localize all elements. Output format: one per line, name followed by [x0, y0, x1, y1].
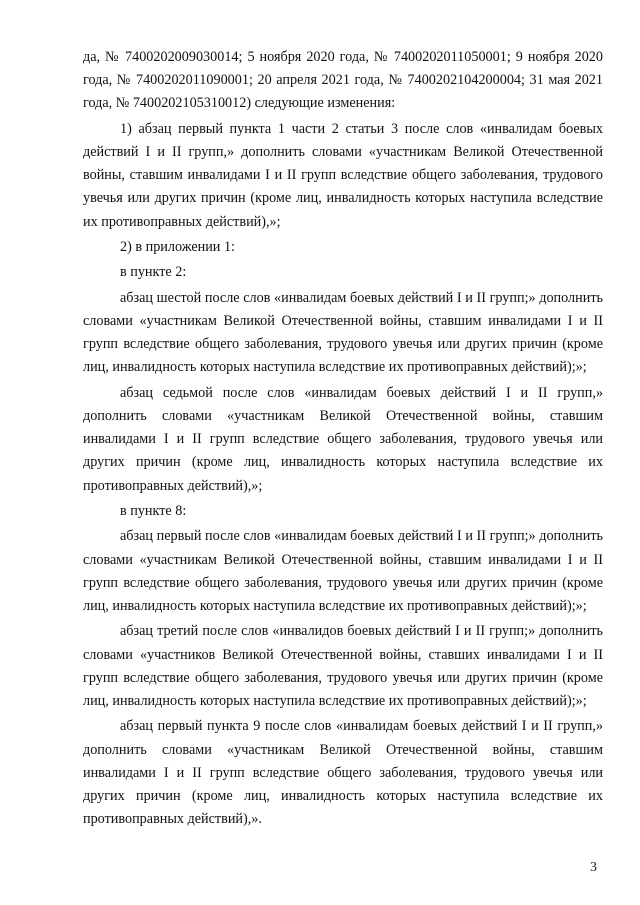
- paragraph-7: в пункте 8:: [120, 502, 187, 519]
- paragraph-6: абзац седьмой после слов «инвалидам боевых действий I и II групп,» дополнить словами «участникам Великой Отечественной войны, ставшим инвалидами I и II групп вследствие общего заболевания, трудового увечья или других причин (кроме лиц, инвалидность которых наступила вследствие их противоправных действий),»;: [83, 384, 603, 494]
- paragraph-5: абзац шестой после слов «инвалидам боевых действий I и II групп;» дополнить словами «участникам Великой Отечественной войны, ставшим инвалидами I и II групп вследствие общего заболевания, трудового увечья или других причин (кроме лиц, инвалидность которых наступила вследствие их противоправных действий);»;: [83, 289, 603, 376]
- paragraph-3: 2) в приложении 1:: [120, 239, 235, 255]
- paragraph-2: 1) абзац первый пункта 1 части 2 статьи 3 после слов «инвалидам боевых действий I и II групп,» дополнить словами «участникам Великой Отечественной войны, ставшим инвалидами I и II групп вследствие общего заболевания, трудового увечья или других причин (кроме лиц, инвалидность которых наступила вследствие их противоправных действий),»;: [83, 120, 603, 230]
- paragraph-1: да, № 7400202009030014; 5 ноября 2020 года, № 7400202011050001; 9 ноября 2020 года, № 7400202011090001; 20 апреля 2021 года, № 7400202104200004; 31 мая 2021 года, № 7400202105310012) следующие изменения:: [83, 49, 603, 112]
- paragraph-10: абзац первый пункта 9 после слов «инвалидам боевых действий I и II групп,» дополнить словами «участникам Великой Отечественной войны, ставшим инвалидами I и II групп вследствие общего заболевания, трудового увечья или других причин (кроме лиц, инвалидность которых наступила вследствие их противоправных действий),».: [83, 718, 603, 828]
- document-body: [83, 46, 603, 831]
- paragraph-9: абзац третий после слов «инвалидов боевых действий I и II групп;» дополнить словами «участников Великой Отечественной войны, ставших инвалидами I и II групп вследствие общего заболевания, трудового увечья или других причин (кроме лиц, инвалидность которых наступила вследствие их противоправных действий);»;: [83, 623, 603, 709]
- paragraph-8: абзац первый после слов «инвалидам боевых действий I и II групп;» дополнить словами «участникам Великой Отечественной войны, ставшим инвалидами I и II групп вследствие общего заболевания, трудового увечья или других причин (кроме лиц, инвалидность которых наступила вследствие их противоправных действий);»;: [83, 528, 603, 614]
- paragraph-4: в пункте 2:: [120, 264, 187, 281]
- page-number: 3: [590, 860, 597, 875]
